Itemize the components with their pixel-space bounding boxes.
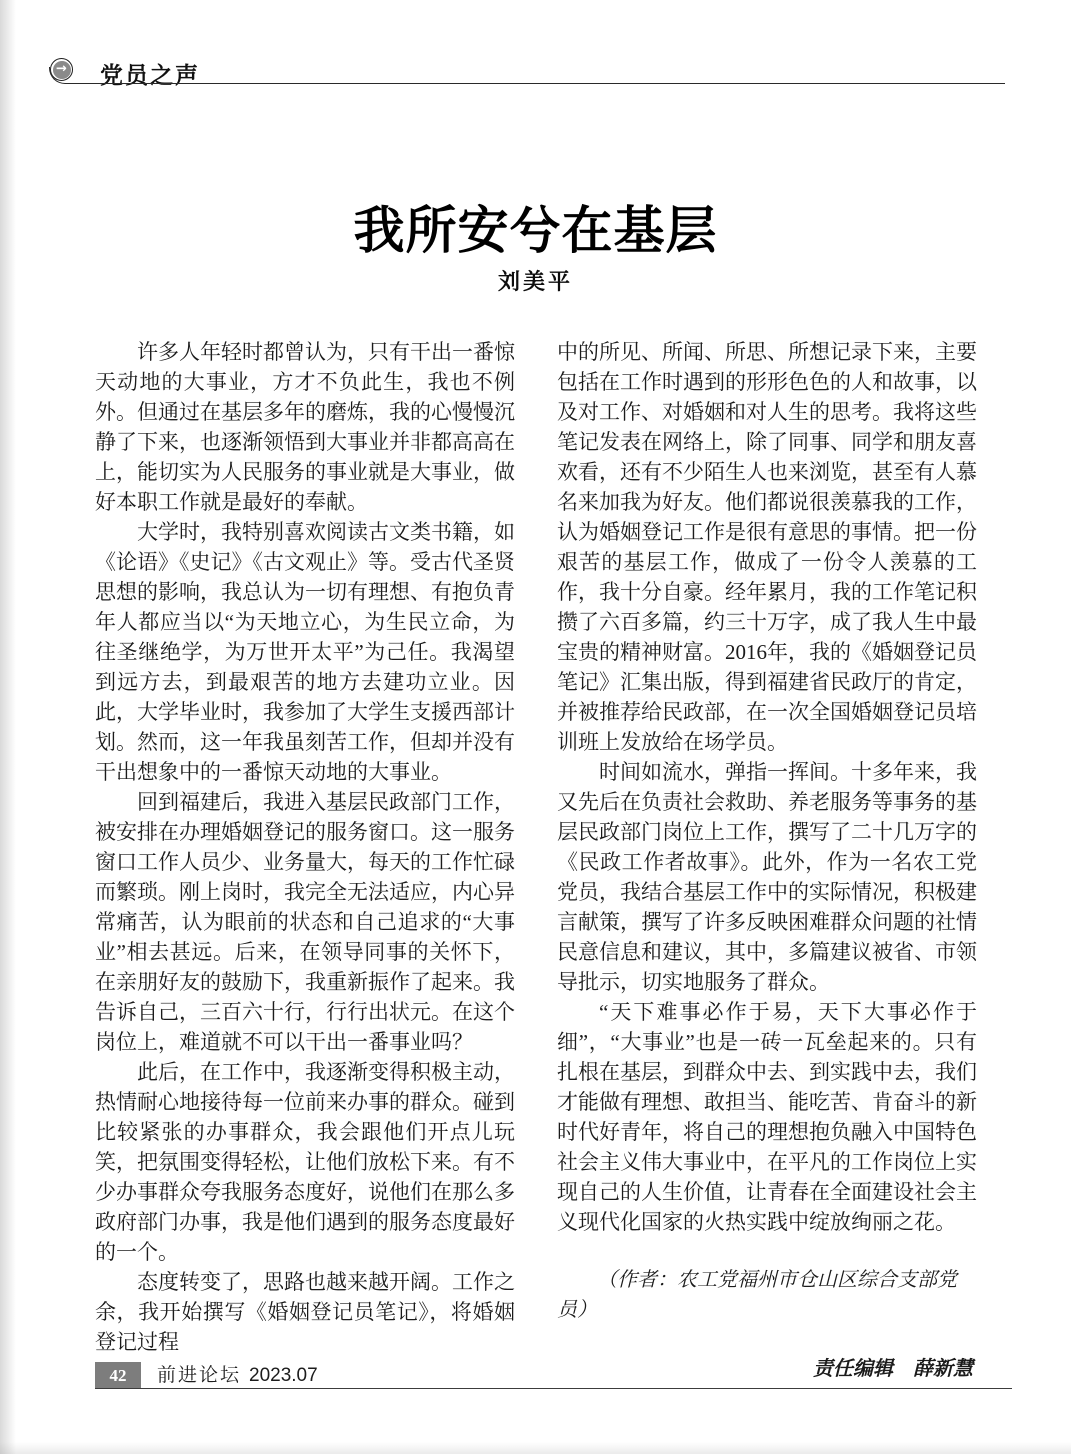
section-label: 党员之声	[100, 62, 200, 88]
article-body	[95, 337, 977, 1384]
paragraph-3: 回到福建后，我进入基层民政部门工作，被安排在办理婚姻登记的服务窗口。这一服务窗口工作人员少、业务量大，每天的工作忙碌而繁琐。刚上岗时，我完全无法适应，内心异常痛苦，认为眼前的状态和自己追求的“大事业”相去甚远。后来，在领导同事的关怀下，在亲朋好友的鼓励下，我重新振作了起来。我告诉自己，三百六十行，行行出状元。在这个岗位上，难道就不可以干出一番事业吗？	[95, 790, 515, 1054]
issue-date: 2023.07	[249, 1365, 318, 1386]
author-affiliation-note: （作者：农工党福州市仓山区综合支部党员）	[557, 1269, 957, 1321]
paragraph-5-start: 态度转变了，思路也越来越开阔。工作之余，我开始撰写《婚姻登记员笔记》，将婚姻登记过程	[95, 1270, 515, 1354]
paragraph-1: 许多人年轻时都曾认为，只有干出一番惊天动地的大事业，方才不负此生，我也不例外。但通过在基层多年的磨炼，我的心慢慢沉静了下来，也逐渐领悟到大事业并非都高高在上，能切实为人民服务的事业就是大事业，做好本职工作就是最好的奉献。	[95, 340, 515, 514]
arrow-right-glyph: →	[56, 61, 67, 77]
paragraph-2: 大学时，我特别喜欢阅读古文类书籍，如《论语》《史记》《古文观止》等。受古代圣贤思想的影响，我总认为一切有理想、有抱负青年人都应当以“为天地立心，为生民立命，为往圣继绝学，为万世开太平”为己任。我渴望到远方去，到最艰苦的地方去建功立业。因此，大学毕业时，我参加了大学生支援西部计划。然而，这一年我虽刻苦工作，但却并没有干出想象中的一番惊天动地的大事业。	[95, 520, 515, 784]
article-title: 我所安兮在基层	[353, 202, 718, 259]
bottom-edge-shadow	[0, 1442, 1071, 1454]
left-column	[95, 337, 515, 1384]
paragraph-7: “天下难事必作于易，天下大事必作于细”，“大事业”也是一砖一瓦垒起来的。只有扎根在基层，到群众中去、到实践中去，我们才能做有理想、敢担当、能吃苦、肯奋斗的新时代好青年，将自己的理想抱负融入中国特色社会主义伟大事业中，在平凡的工作岗位上实现自己的人生价值，让青春在全面建设社会主义现代化国家的火热实践中绽放绚丽之花。	[557, 1000, 977, 1234]
journal-name: 前进论坛	[157, 1365, 242, 1386]
header-rule	[49, 67, 1005, 84]
paragraph-6: 时间如流水，弹指一挥间。十多年来，我又先后在负责社会救助、养老服务等事务的基层民政部门岗位上工作，撰写了二十几万字的《民政工作者故事》。此外，作为一名农工党党员，我结合基层工作中的实际情况，积极建言献策，撰写了许多反映困难群众问题的社情民意信息和建议，其中，多篇建议被省、市领导批示，切实地服务了群众。	[557, 760, 977, 994]
article-author: 刘美平	[497, 269, 573, 294]
right-column	[557, 337, 977, 1384]
responsible-editor-credit: 责任编辑 薛新慧	[813, 1358, 973, 1380]
paragraph-4: 此后，在工作中，我逐渐变得积极主动，热情耐心地接待每一位前来办事的群众。碰到比较紧张的办事群众，我会跟他们开点儿玩笑，把氛围变得轻松，让他们放松下来。有不少办事群众夸我服务态度好，说他们在那么多政府部门办事，我是他们遇到的服务态度最好的一个。	[95, 1060, 515, 1264]
page-number-badge: 42	[95, 1362, 141, 1389]
paragraph-5-continued: 中的所见、所闻、所思、所想记录下来，主要包括在工作时遇到的形形色色的人和故事，以及对工作、对婚姻和对人生的思考。我将这些笔记发表在网络上，除了同事、同学和朋友喜欢看，还有不少陌生人也来浏览，甚至有人慕名来加我为好友。他们都说很羡慕我的工作，认为婚姻登记工作是很有意思的事情。把一份艰苦的基层工作，做成了一份令人羡慕的工作，我十分自豪。经年累月，我的工作笔记积攒了六百多篇，约三十万字，成了我人生中最宝贵的精神财富。2016年，我的《婚姻登记员笔记》汇集出版，得到福建省民政厅的肯定，并被推荐给民政部，在一次全国婚姻登记员培训班上发放给在场学员。	[557, 340, 977, 754]
footer-rule	[95, 1388, 1012, 1389]
